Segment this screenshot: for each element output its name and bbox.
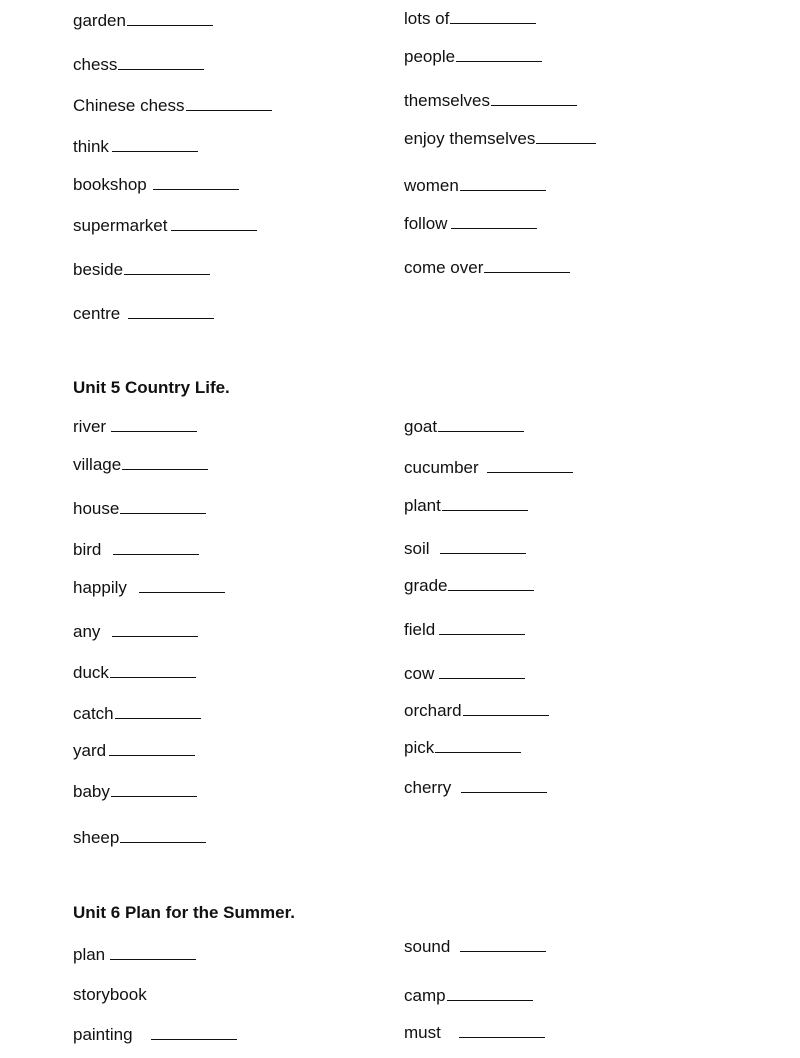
vocab-word: storybook [73,985,147,1004]
answer-blank[interactable] [439,664,525,679]
vocab-item [404,9,536,29]
vocab-word: grade [404,576,448,595]
vocab-word: enjoy themselves [404,129,536,148]
vocab-item [73,622,198,642]
answer-blank[interactable] [120,828,206,843]
answer-blank[interactable] [109,741,195,756]
vocab-item [404,664,525,684]
answer-blank[interactable] [484,258,570,273]
vocab-item [404,129,596,149]
vocab-item [404,1023,545,1043]
vocab-word: duck [73,663,109,682]
vocab-word: cherry [404,778,452,797]
vocab-word: pick [404,738,435,757]
vocab-item [404,986,533,1006]
answer-blank[interactable] [112,622,198,637]
answer-blank[interactable] [186,96,272,111]
vocab-word: sound [404,937,451,956]
answer-blank[interactable] [491,91,577,106]
answer-blank[interactable] [124,260,210,275]
answer-blank[interactable] [111,417,197,432]
vocab-item [73,260,210,280]
answer-blank[interactable] [487,458,573,473]
vocab-word: people [404,47,456,66]
answer-blank[interactable] [438,417,524,432]
vocab-word: any [73,622,101,641]
answer-blank[interactable] [448,576,534,591]
answer-blank[interactable] [110,663,196,678]
vocab-word: orchard [404,701,462,720]
vocab-item [73,945,196,965]
vocab-item [404,176,546,196]
answer-blank[interactable] [459,1023,545,1038]
vocab-item [73,304,214,324]
vocab-item [404,738,521,758]
vocab-word: must [404,1023,441,1042]
vocab-word: centre [73,304,121,323]
vocab-word: follow [404,214,448,233]
vocab-item [73,782,197,802]
vocab-word: chess [73,55,118,74]
vocab-word: lots of [404,9,450,28]
vocab-item [73,985,147,1005]
vocab-item [404,258,570,278]
vocab-item [73,417,197,437]
vocab-word: happily [73,578,127,597]
answer-blank[interactable] [536,129,596,144]
vocab-word: supermarket [73,216,168,235]
vocab-item [73,96,272,116]
vocab-item [73,499,206,519]
answer-blank[interactable] [110,945,196,960]
vocab-word: plan [73,945,106,964]
vocab-word: catch [73,704,114,723]
vocab-word: plant [404,496,441,515]
answer-blank[interactable] [113,540,199,555]
answer-blank[interactable] [442,496,528,511]
vocab-word: come over [404,258,484,277]
answer-blank[interactable] [139,578,225,593]
answer-blank[interactable] [460,176,546,191]
vocab-word: beside [73,260,124,279]
vocab-word: painting [73,1025,133,1044]
section-heading-unit6: Unit 6 Plan for the Summer. [73,903,295,922]
answer-blank[interactable] [456,47,542,62]
vocab-word: women [404,176,459,195]
vocab-item [73,828,206,848]
vocab-item [404,576,534,596]
vocab-item [404,47,542,67]
vocab-word: think [73,137,109,156]
vocab-word: village [73,455,122,474]
vocab-word: house [73,499,120,518]
vocab-word: camp [404,986,446,1005]
answer-blank[interactable] [151,1025,237,1040]
vocab-item [404,937,546,957]
answer-blank[interactable] [463,701,549,716]
vocab-item [404,91,577,111]
answer-blank[interactable] [440,539,526,554]
vocab-item [73,455,208,475]
vocab-item [73,663,196,683]
answer-blank[interactable] [120,499,206,514]
vocab-item [404,701,549,721]
vocab-item [73,741,195,761]
answer-blank[interactable] [435,738,521,753]
vocab-word: sheep [73,828,120,847]
vocab-item [404,539,526,559]
vocab-word: bookshop [73,175,147,194]
answer-blank[interactable] [460,937,546,952]
answer-blank[interactable] [118,55,204,70]
vocab-word: bird [73,540,102,559]
answer-blank[interactable] [171,216,257,231]
vocab-item [73,175,239,195]
vocab-item [73,55,204,75]
answer-blank[interactable] [111,782,197,797]
answer-blank[interactable] [115,704,201,719]
vocab-item [404,778,547,798]
vocab-item [73,137,198,157]
vocab-item [73,216,257,236]
vocab-item [73,578,225,598]
vocab-word: garden [73,11,126,30]
answer-blank[interactable] [439,620,525,635]
vocab-word: themselves [404,91,490,110]
answer-blank[interactable] [112,137,198,152]
answer-blank[interactable] [450,9,536,24]
vocab-word: cow [404,664,435,683]
vocab-word: cucumber [404,458,479,477]
vocab-word: baby [73,782,110,801]
vocab-item [73,1025,237,1045]
vocab-item [73,540,199,560]
answer-blank[interactable] [451,214,537,229]
vocab-word: Chinese chess [73,96,185,115]
vocab-item [73,704,201,724]
vocab-word: yard [73,741,107,760]
vocab-item [404,458,573,478]
answer-blank[interactable] [128,304,214,319]
vocab-item [404,496,528,516]
answer-blank[interactable] [461,778,547,793]
vocab-word: soil [404,539,430,558]
vocab-word: goat [404,417,438,436]
vocab-item [404,214,537,234]
vocab-item [404,417,524,437]
vocab-word: field [404,620,436,639]
answer-blank[interactable] [127,11,213,26]
vocab-item [73,11,213,31]
section-heading-unit5: Unit 5 Country Life. [73,378,230,397]
vocab-item [404,620,525,640]
answer-blank[interactable] [122,455,208,470]
answer-blank[interactable] [153,175,239,190]
answer-blank[interactable] [447,986,533,1001]
vocab-word: river [73,417,107,436]
